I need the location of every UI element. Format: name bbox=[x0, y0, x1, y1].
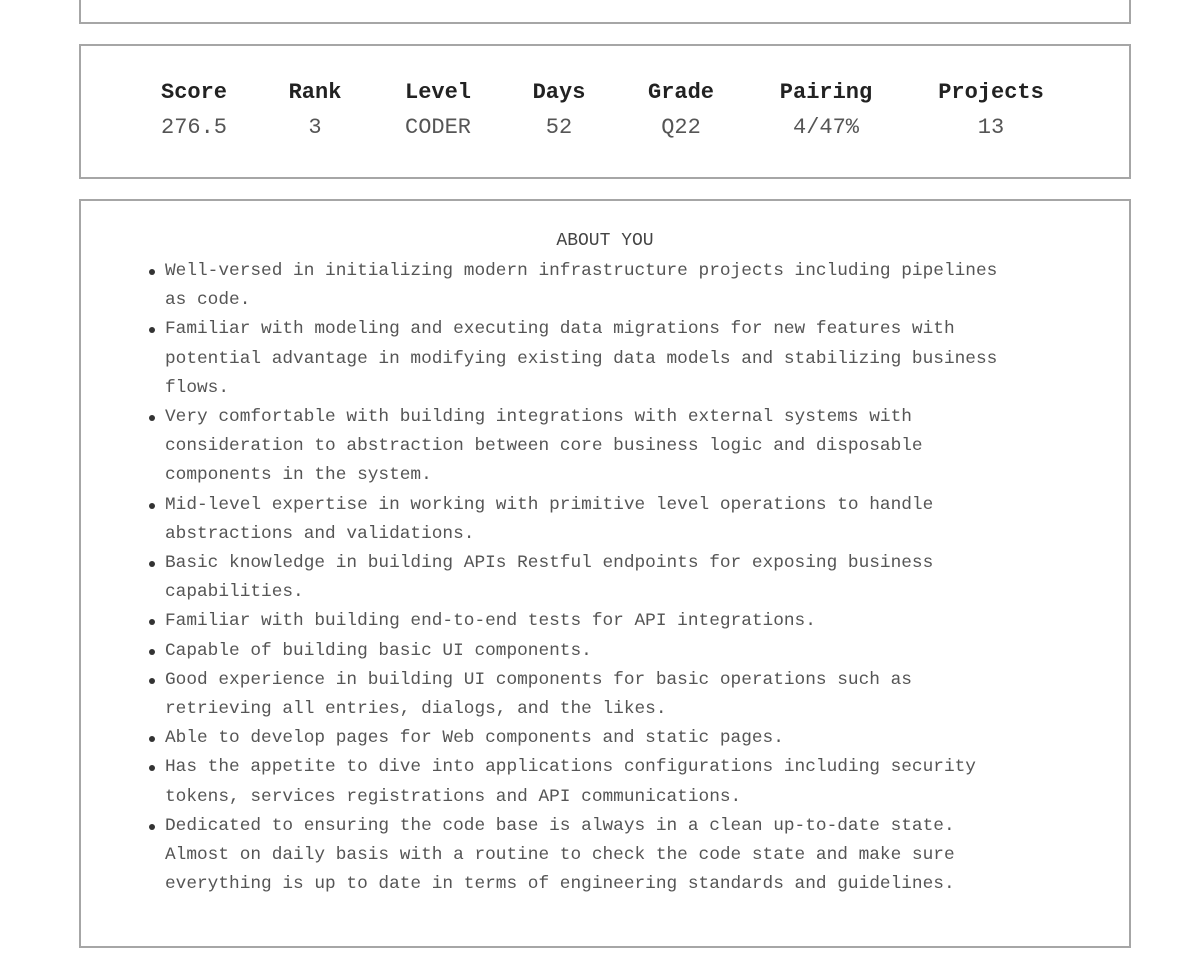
about-item-line: Basic knowledge in building APIs Restful endpoints for exposing business bbox=[165, 553, 934, 574]
stat-label: Pairing bbox=[779, 80, 873, 105]
about-item-line: Good experience in building UI components for basic operations such as bbox=[165, 669, 912, 690]
about-item bbox=[165, 753, 1085, 811]
stats-panel bbox=[79, 44, 1131, 179]
about-item-line: Capable of building basic UI components. bbox=[165, 640, 592, 661]
about-panel bbox=[79, 199, 1131, 948]
about-item-line: Well-versed in initializing modern infrastructure projects including pipelines bbox=[165, 261, 998, 281]
about-item-line: Able to develop pages for Web components and static pages. bbox=[165, 728, 784, 749]
about-item-line: Familiar with modeling and executing data migrations for new features with bbox=[165, 319, 955, 340]
about-item bbox=[165, 812, 1085, 900]
about-item-line: Familiar with building end-to-end tests for API integrations. bbox=[165, 611, 816, 632]
stat-value: 3 bbox=[308, 115, 322, 140]
bullet-icon bbox=[149, 619, 155, 625]
stat-label: Rank bbox=[288, 80, 342, 105]
about-item-line: Mid-level expertise in working with primitive level operations to handle bbox=[165, 494, 934, 515]
about-item bbox=[165, 315, 1085, 403]
about-item-line: Almost on daily basis with a routine to check the code state and make sure bbox=[165, 845, 955, 866]
stat-days bbox=[533, 80, 586, 141]
stat-label: Grade bbox=[647, 80, 715, 105]
stat-label: Score bbox=[160, 80, 228, 105]
stat-value: Q22 bbox=[661, 115, 701, 140]
bullet-icon bbox=[149, 649, 155, 655]
about-item bbox=[165, 666, 1085, 724]
about-item bbox=[165, 607, 1085, 636]
about-item bbox=[165, 549, 1085, 607]
about-item-line: abstractions and validations. bbox=[165, 523, 475, 544]
about-item bbox=[165, 637, 1085, 666]
stat-level bbox=[405, 80, 471, 141]
top-panel bbox=[79, 0, 1131, 24]
about-title: ABOUT YOU bbox=[556, 231, 654, 251]
stat-value: 13 bbox=[977, 115, 1005, 140]
stat-label: Level bbox=[404, 80, 472, 105]
stat-label: Days bbox=[532, 80, 586, 105]
bullet-icon bbox=[149, 503, 155, 509]
bullet-icon bbox=[149, 561, 155, 567]
about-item bbox=[165, 403, 1085, 491]
bullet-icon bbox=[149, 765, 155, 771]
about-item-line: as code. bbox=[165, 290, 251, 311]
stat-rank bbox=[289, 80, 342, 141]
about-item-line: components in the system. bbox=[165, 465, 432, 486]
stat-pairing bbox=[780, 80, 872, 141]
stat-value: 276.5 bbox=[160, 115, 228, 140]
about-item-line: consideration to abstraction between core business logic and disposable bbox=[165, 436, 923, 457]
stat-value: CODER bbox=[404, 115, 472, 140]
about-item bbox=[165, 257, 1085, 315]
bullet-icon bbox=[149, 678, 155, 684]
bullet-icon bbox=[149, 327, 155, 333]
about-item bbox=[165, 491, 1085, 549]
stat-grade bbox=[648, 80, 714, 141]
about-item-line: capabilities. bbox=[165, 582, 304, 603]
stat-projects bbox=[938, 80, 1044, 141]
stat-score bbox=[161, 80, 227, 141]
about-item-line: tokens, services registrations and API communications. bbox=[165, 786, 742, 807]
bullet-icon bbox=[149, 824, 155, 830]
about-item-line: Dedicated to ensuring the code base is always in a clean up-to-date state. bbox=[165, 815, 955, 836]
bullet-icon bbox=[149, 415, 155, 421]
about-item-line: Very comfortable with building integrations with external systems with bbox=[165, 407, 912, 428]
stat-value: 4/47% bbox=[792, 115, 860, 140]
stat-value: 52 bbox=[545, 115, 573, 140]
bullet-icon bbox=[149, 269, 155, 275]
about-item-line: Has the appetite to dive into applications configurations including security bbox=[165, 757, 976, 778]
about-item-line: everything is up to date in terms of engineering standards and guidelines. bbox=[165, 874, 955, 895]
about-list bbox=[165, 257, 1085, 899]
about-item-line: potential advantage in modifying existing data models and stabilizing business bbox=[165, 348, 998, 369]
about-item bbox=[165, 724, 1085, 753]
about-item-line: retrieving all entries, dialogs, and the likes. bbox=[165, 699, 667, 720]
bullet-icon bbox=[149, 736, 155, 742]
stat-label: Projects bbox=[938, 80, 1044, 105]
about-item-line: flows. bbox=[165, 377, 230, 398]
